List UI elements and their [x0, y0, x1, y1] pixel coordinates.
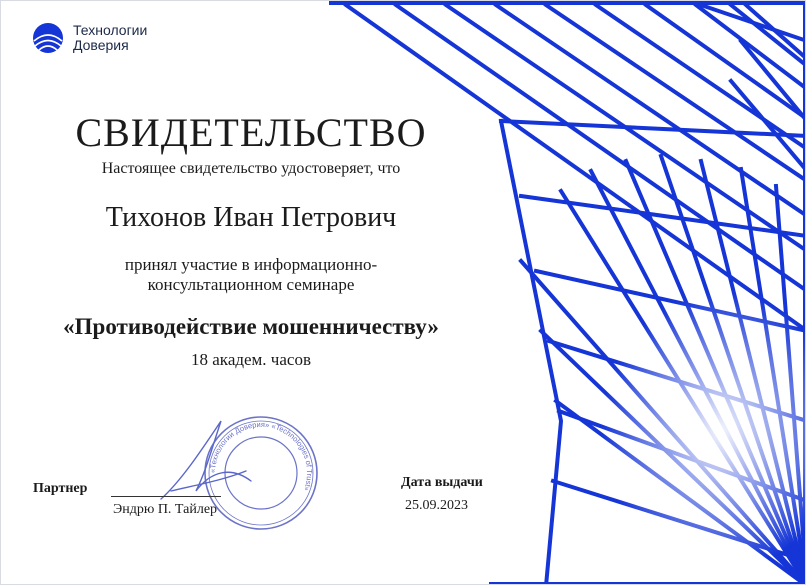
certificate-title: СВИДЕТЕЛЬСТВО: [75, 110, 427, 155]
participation-line-2: консультационном семинаре: [147, 275, 355, 294]
issue-date-value: 25.09.2023: [405, 498, 468, 513]
issue-date-label: Дата выдачи: [401, 475, 483, 490]
partner-name: Эндрю П. Тайлер: [113, 502, 218, 517]
seminar-title: «Противодействие мошенничеству»: [63, 314, 439, 339]
logo-line-2: Доверия: [73, 37, 129, 53]
globe-icon: [31, 21, 65, 55]
participation-line-1: принял участие в информационно-: [124, 255, 378, 274]
recipient-name: Тихонов Иван Петрович: [105, 202, 397, 233]
logo-line-1: Технологии: [73, 22, 148, 38]
partner-label: Партнер: [33, 481, 88, 496]
stamp-text: «Технологии Доверия» «Technologies of Trust»: [207, 419, 315, 493]
participation-text: [21, 255, 481, 295]
logo-text: [73, 23, 147, 53]
course-hours: 18 академ. часов: [191, 350, 311, 369]
certificate-subtitle: Настоящее свидетельство удостоверяет, что: [101, 160, 401, 177]
logo: [31, 21, 147, 55]
signature-line: [111, 496, 221, 497]
